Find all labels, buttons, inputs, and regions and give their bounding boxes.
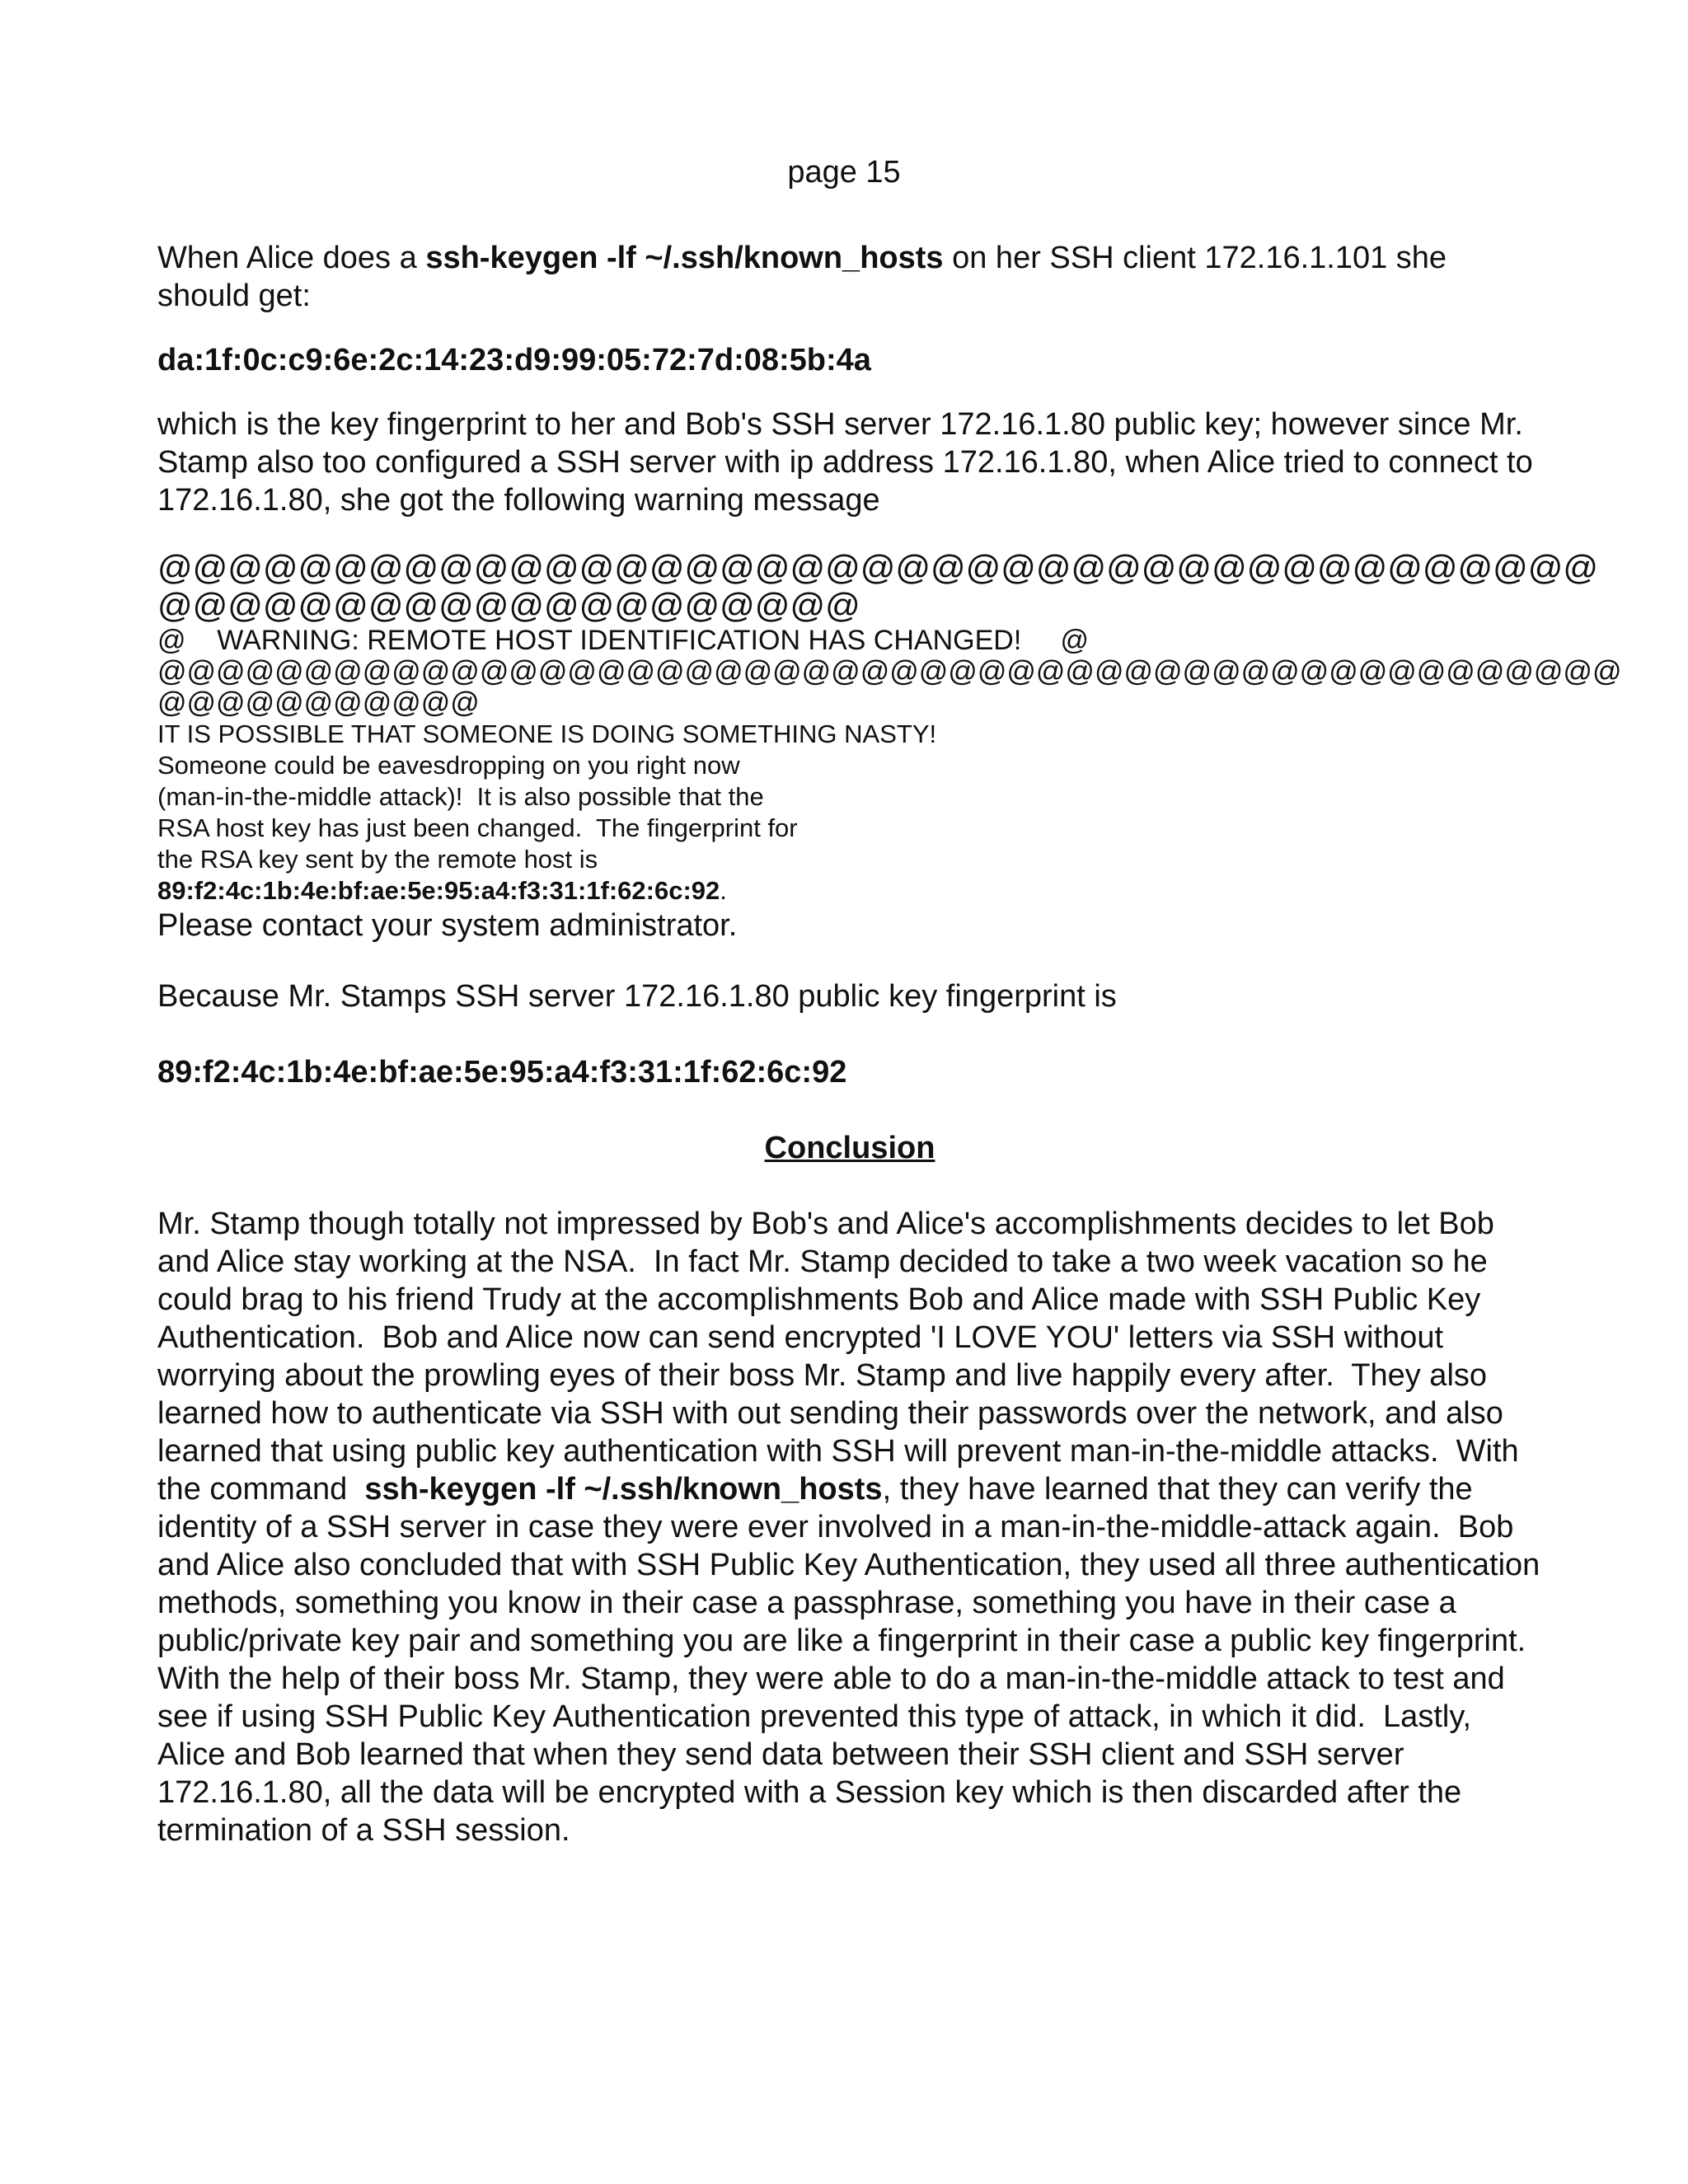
warning-at-line-2: @@@@@@@@@@@@@@@@@@@@	[157, 586, 860, 625]
conclusion-heading: Conclusion	[764, 1131, 935, 1165]
warning-line-2: (man-in-the-middle attack)! It is also possible that the	[157, 782, 764, 811]
because-paragraph: Because Mr. Stamps SSH server 172.16.1.80 public key fingerprint is	[157, 979, 1117, 1014]
warning-at-line-3: @@@@@@@@@@@@@@@@@@@@@@@@@@@@@@@@@@@@@@@@@@@@@@@@@@	[157, 655, 1622, 687]
explanation-paragraph: which is the key fingerprint to her and Bob's SSH server 172.16.1.80 public key; however since Mr. Stamp also too configured a SSH server with ip address 172.16.1.80, when Alice tried to connect to 172.16.1.80, she got the following warning message	[157, 407, 1533, 518]
ssh-warning-block	[157, 548, 1622, 944]
alice-fingerprint: da:1f:0c:c9:6e:2c:14:23:d9:99:05:72:7d:08:5b:4a	[157, 343, 871, 377]
warning-fingerprint-line	[157, 875, 1542, 907]
warning-fingerprint: 89:f2:4c:1b:4e:bf:ae:5e:95:a4:f3:31:1f:62:6c:92	[157, 876, 720, 905]
warning-fingerprint-end: .	[720, 876, 727, 905]
conclusion-text-1: Mr. Stamp though totally not impressed by Bob's and Alice's accomplishments decides to let Bob and Alice stay working at the NSA. In fact Mr. Stamp decided to take a two week vacation so he could brag to his friend Trudy at the accomplishments Bob and Alice made with SSH Public Key Authentication. Bob and Alice now can send encrypted 'I LOVE YOU' letters via SSH without worrying about the prowling eyes of their boss Mr. Stamp and live happily every after. They also learned how to authenticate via SSH with out sending their passwords over the network, and also learned that using public key authentication with SSH will prevent man-in-the-middle attacks. With the command	[157, 1207, 1528, 1507]
warning-at-line-1: @@@@@@@@@@@@@@@@@@@@@@@@@@@@@@@@@@@@@@@@@	[157, 548, 1599, 587]
conclusion-text-2: , they have learned that they can verify the identity of a SSH server in case they were ever involved in a man-in-the-middle-attack again. Bob and Alice also concluded that with SSH Public Key Authentication, they used all three authentication methods, something you know in their case a passphrase, something you have in their case a public/private key pair and something you are like a fingerprint in their case a public key fingerprint. With the help of their boss Mr. Stamp, they were able to do a man-in-the-middle attack to test and see if using SSH Public Key Authentication prevented this type of attack, in which it did. Lastly, Alice and Bob learned that when they send data between their SSH client and SSH server 172.16.1.80, all the data will be encrypted with a Session key which is then discarded after the termination of a SSH session.	[157, 1472, 1549, 1848]
warning-line-4: the RSA key sent by the remote host is	[157, 845, 598, 874]
warning-line-3: RSA host key has just been changed. The fingerprint for	[157, 813, 798, 842]
intro-paragraph	[157, 239, 1542, 315]
warning-line-1: Someone could be eavesdropping on you right now	[157, 751, 740, 780]
stamp-fingerprint: 89:f2:4c:1b:4e:bf:ae:5e:95:a4:f3:31:1f:62:6c:92	[157, 1055, 847, 1090]
warning-contact: Please contact your system administrator.	[157, 908, 738, 943]
intro-text-1: When Alice does a	[157, 241, 426, 275]
page-content	[157, 239, 1622, 1849]
warning-at-line-4: @@@@@@@@@@@	[157, 687, 480, 719]
conclusion-paragraph	[157, 1205, 1549, 1849]
warning-title: @ WARNING: REMOTE HOST IDENTIFICATION HAS CHANGED! @	[157, 625, 1090, 656]
intro-text-2: on her SSH client 172.16.1.101 she should get:	[157, 241, 1447, 313]
page-number: page 15	[787, 155, 901, 190]
warning-nasty: IT IS POSSIBLE THAT SOMEONE IS DOING SOMETHING NASTY!	[157, 719, 937, 748]
conclusion-command: ssh-keygen -lf ~/.ssh/known_hosts	[364, 1472, 883, 1507]
intro-command: ssh-keygen -lf ~/.ssh/known_hosts	[425, 241, 944, 275]
